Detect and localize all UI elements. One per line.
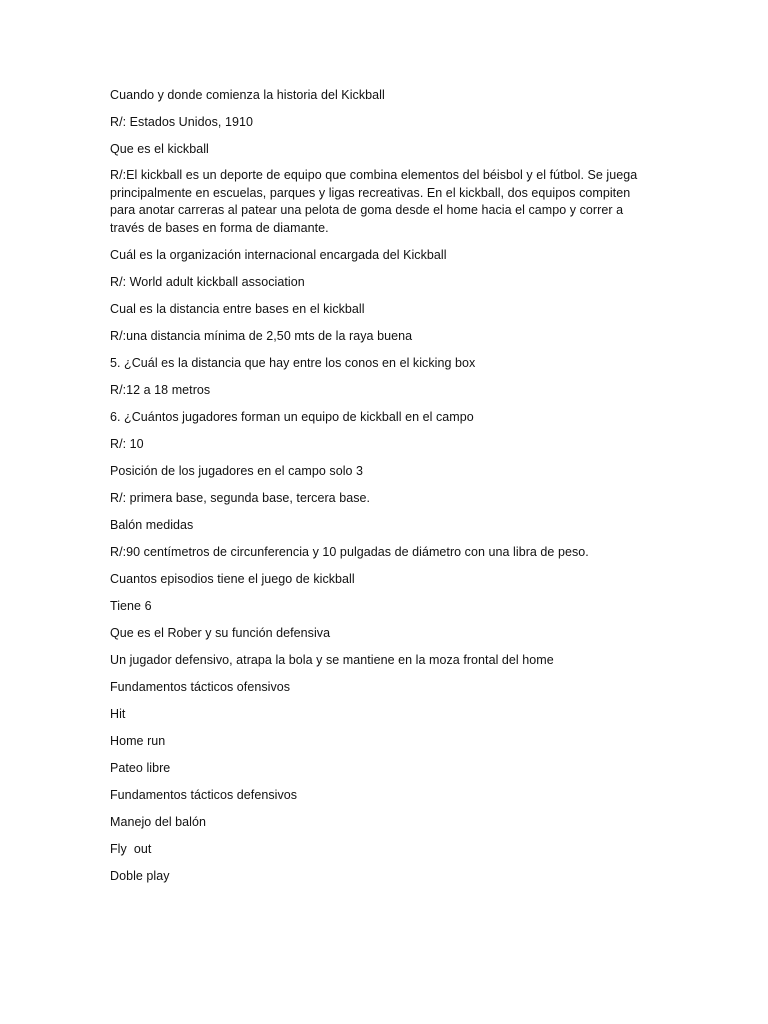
offensive-item-hit: Hit: [110, 707, 126, 721]
defensive-item-fly-out: Fly out: [110, 842, 152, 856]
offensive-item-pateo-libre: Pateo libre: [110, 761, 171, 775]
offensive-item-home-run: Home run: [110, 734, 166, 748]
answer-cone-distance: R/:12 a 18 metros: [110, 383, 211, 397]
question-episodes: Cuantos episodios tiene el juego de kickball: [110, 572, 355, 586]
answer-ball-measurements: R/:90 centímetros de circunferencia y 10 pulgadas de diámetro con una libra de peso.: [110, 545, 589, 559]
question-ball-measurements: Balón medidas: [110, 518, 194, 532]
answer-history: R/: Estados Unidos, 1910: [110, 115, 253, 129]
defensive-item-manejo-balon: Manejo del balón: [110, 815, 207, 829]
question-what-is-kickball: Que es el kickball: [110, 142, 209, 156]
heading-offensive-fundamentals: Fundamentos tácticos ofensivos: [110, 680, 291, 694]
answer-organization: R/: World adult kickball association: [110, 275, 305, 289]
answer-base-distance: R/:una distancia mínima de 2,50 mts de la raya buena: [110, 329, 413, 343]
question-history: Cuando y donde comienza la historia del Kickball: [110, 88, 385, 102]
question-player-positions: Posición de los jugadores en el campo solo 3: [110, 464, 364, 478]
question-base-distance: Cual es la distancia entre bases en el kickball: [110, 302, 365, 316]
question-team-size: 6. ¿Cuántos jugadores forman un equipo de kickball en el campo: [110, 410, 474, 424]
heading-defensive-fundamentals: Fundamentos tácticos defensivos: [110, 788, 298, 802]
answer-player-positions: R/: primera base, segunda base, tercera base.: [110, 491, 371, 505]
question-organization: Cuál es la organización internacional encargada del Kickball: [110, 248, 447, 262]
defensive-item-doble-play: Doble play: [110, 869, 170, 883]
answer-what-is-kickball: R/:El kickball es un deporte de equipo que combina elementos del béisbol y el fútbol. Se juega principalmente en escuelas, parques y ligas recreativas. En el kickball, dos equipos compiten para anotar carreras al patear una pelota de goma desde el home hacia el campo y correr a través de bases en forma de diamante.: [110, 168, 638, 235]
answer-team-size: R/: 10: [110, 437, 144, 451]
question-cone-distance: 5. ¿Cuál es la distancia que hay entre los conos en el kicking box: [110, 356, 476, 370]
answer-rober: Un jugador defensivo, atrapa la bola y se mantiene en la moza frontal del home: [110, 653, 554, 667]
question-rober: Que es el Rober y su función defensiva: [110, 626, 331, 640]
document-body: [110, 86, 650, 894]
answer-episodes: Tiene 6: [110, 599, 152, 613]
